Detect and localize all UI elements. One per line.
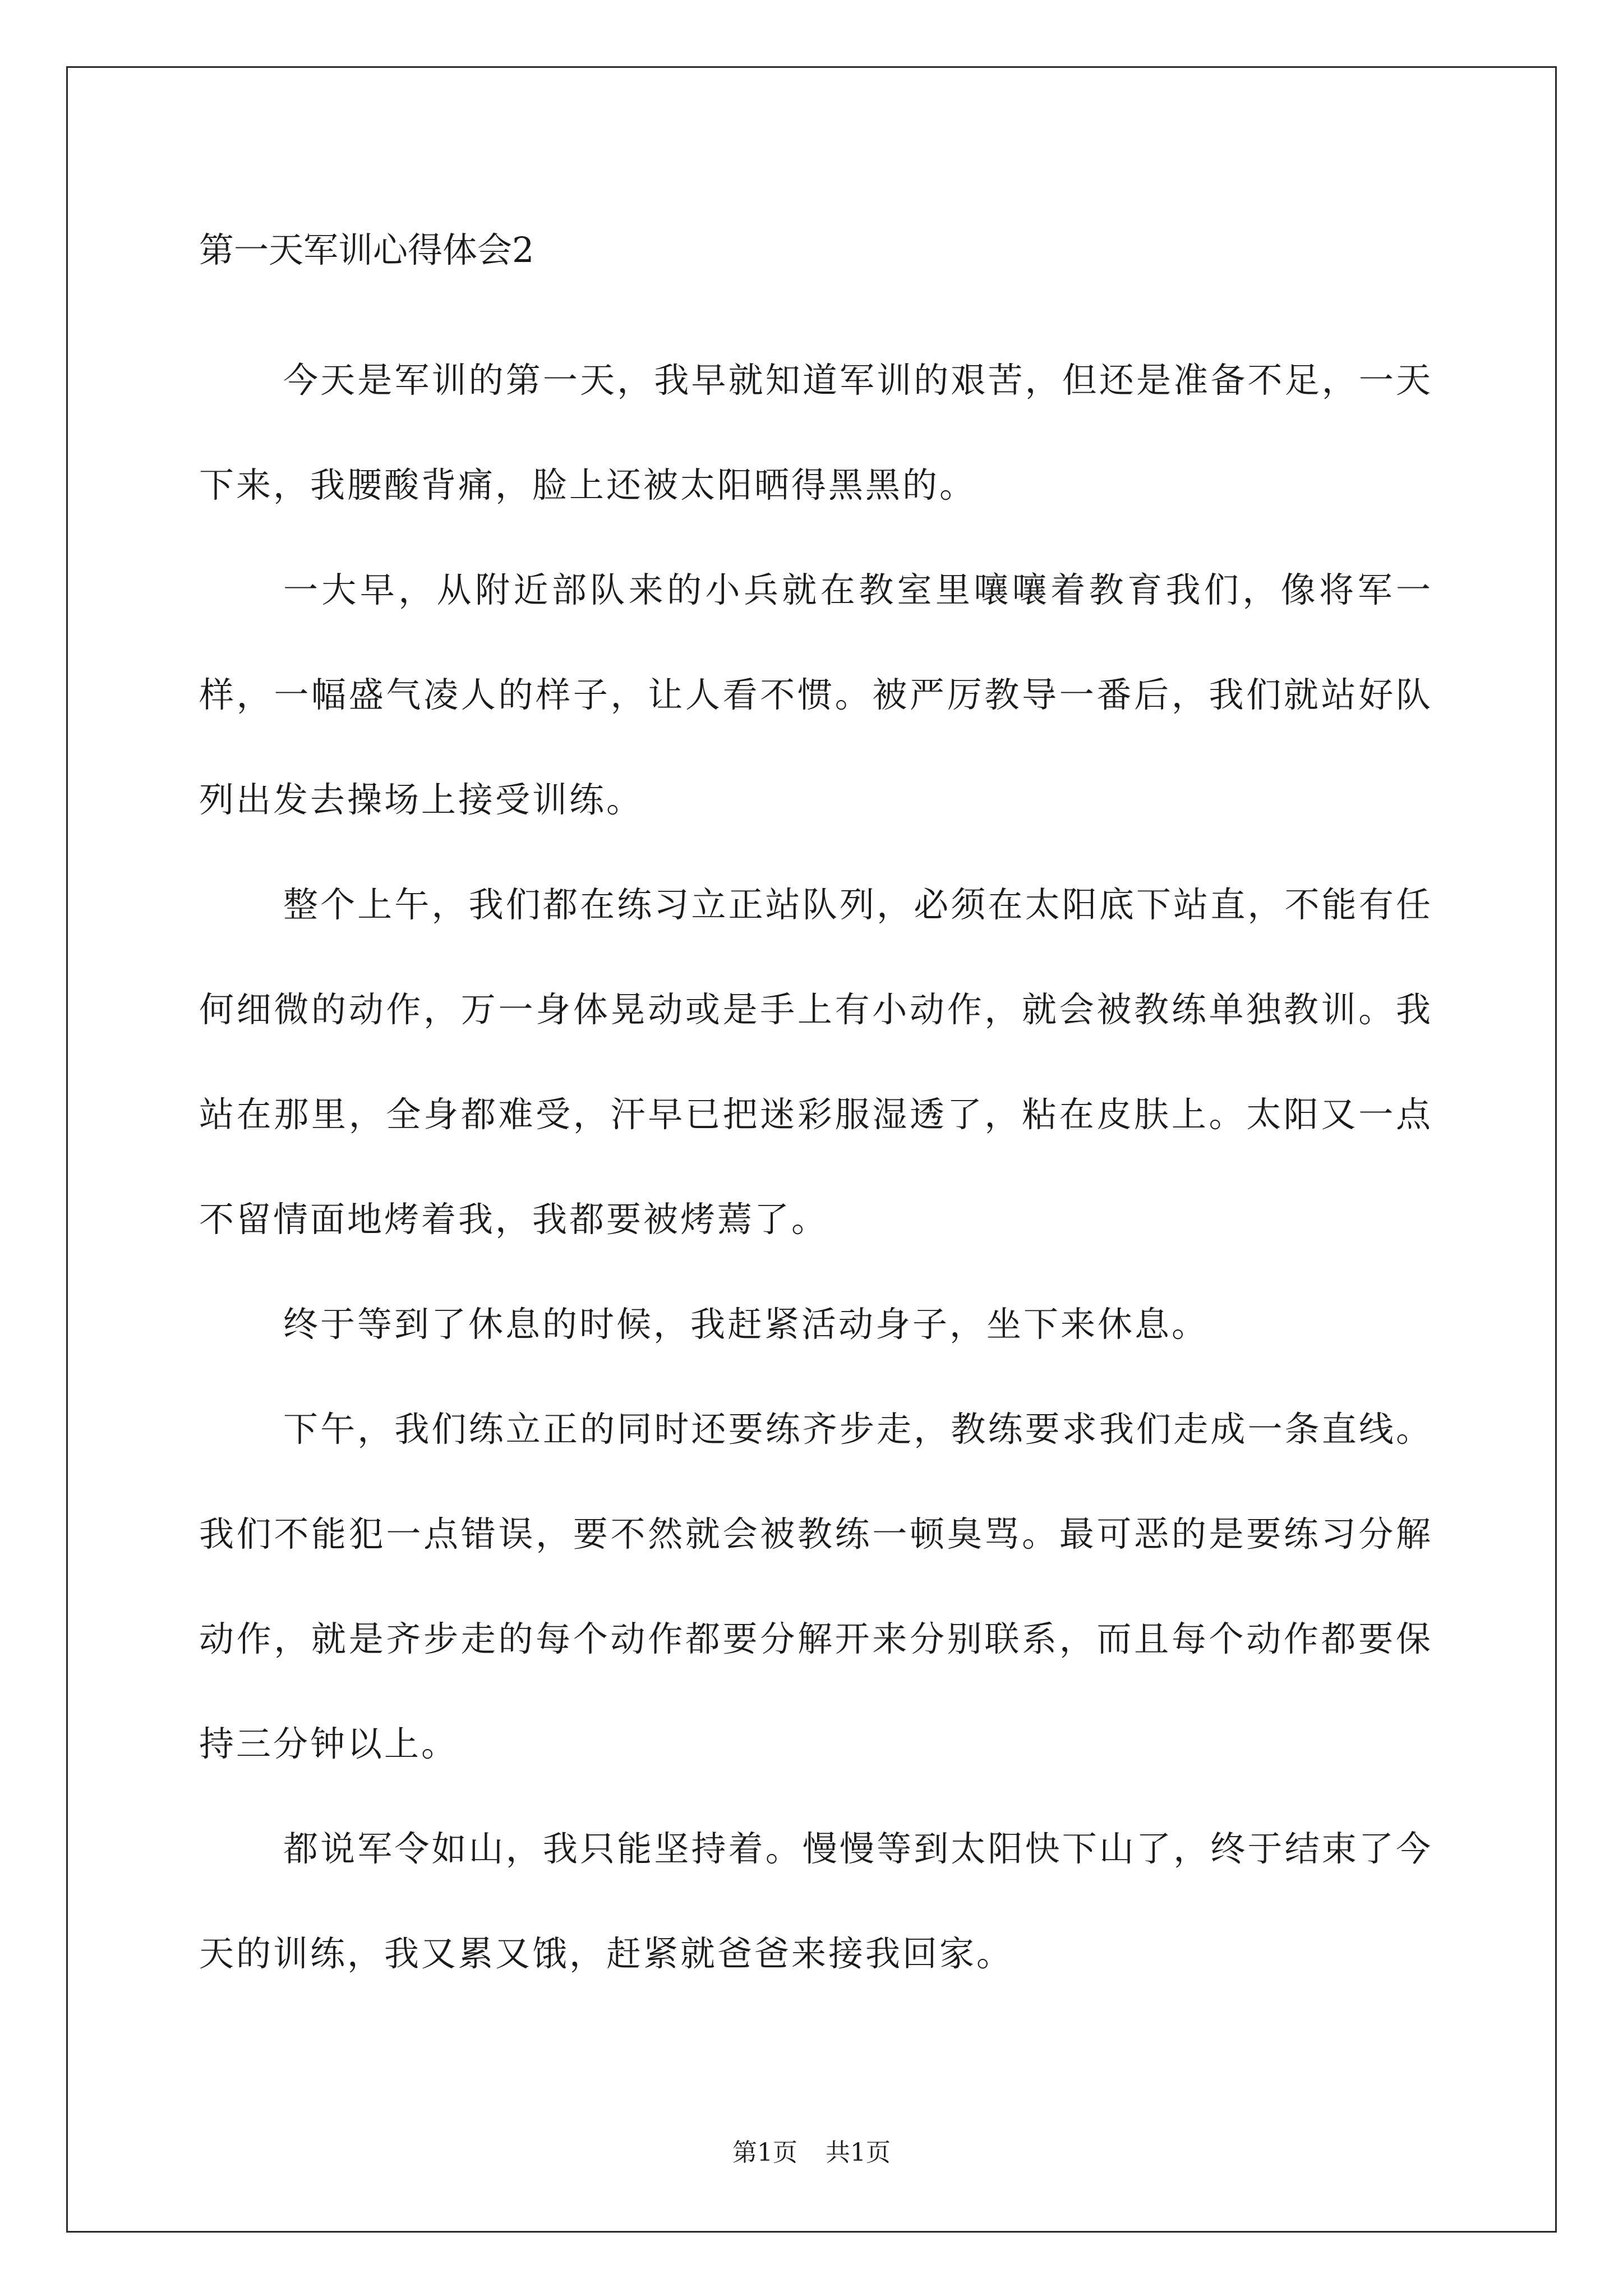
paragraph-1: 今天是军训的第一天，我早就知道军训的艰苦，但还是准备不足，一天下来，我腰酸背痛，脸上还被太阳晒得黑黑的。 <box>199 360 1433 505</box>
paragraph-5: 下午，我们练立正的同时还要练齐步走，教练要求我们走成一条直线。我们不能犯一点错误，要不然就会被教练一顿臭骂。最可恶的是要练习分解动作，就是齐步走的每个动作都要分解开来分别联系，而且每个动作都要保持三分钟以上。 <box>199 1409 1433 1764</box>
paragraph-2: 一大早，从附近部队来的小兵就在教室里嚷嚷着教育我们，像将军一样，一幅盛气凌人的样子，让人看不惯。被严厉教导一番后，我们就站好队列出发去操场上接受训练。 <box>199 569 1433 820</box>
document-title: 第一天军训心得体会2 <box>199 229 534 270</box>
paragraph-3: 整个上午，我们都在练习立正站队列，必须在太阳底下站直，不能有任何细微的动作，万一身体晃动或是手上有小动作，就会被教练单独教训。我站在那里，全身都难受，汗早已把迷彩服湿透了，粘在皮肤上。太阳又一点不留情面地烤着我，我都要被烤蔫了。 <box>199 884 1433 1240</box>
page-number-total: 共1页 <box>826 2138 891 2167</box>
page-number-current: 第1页 <box>732 2138 797 2167</box>
paragraph-6: 都说军令如山，我只能坚持着。慢慢等到太阳快下山了，终于结束了今天的训练，我又累又饿，赶紧就爸爸来接我回家。 <box>199 1828 1433 1974</box>
paragraph-4: 终于等到了休息的时候，我赶紧活动身子，坐下来休息。 <box>283 1304 1209 1345</box>
page-footer <box>0 2136 1623 2170</box>
document-body <box>199 222 1433 2006</box>
